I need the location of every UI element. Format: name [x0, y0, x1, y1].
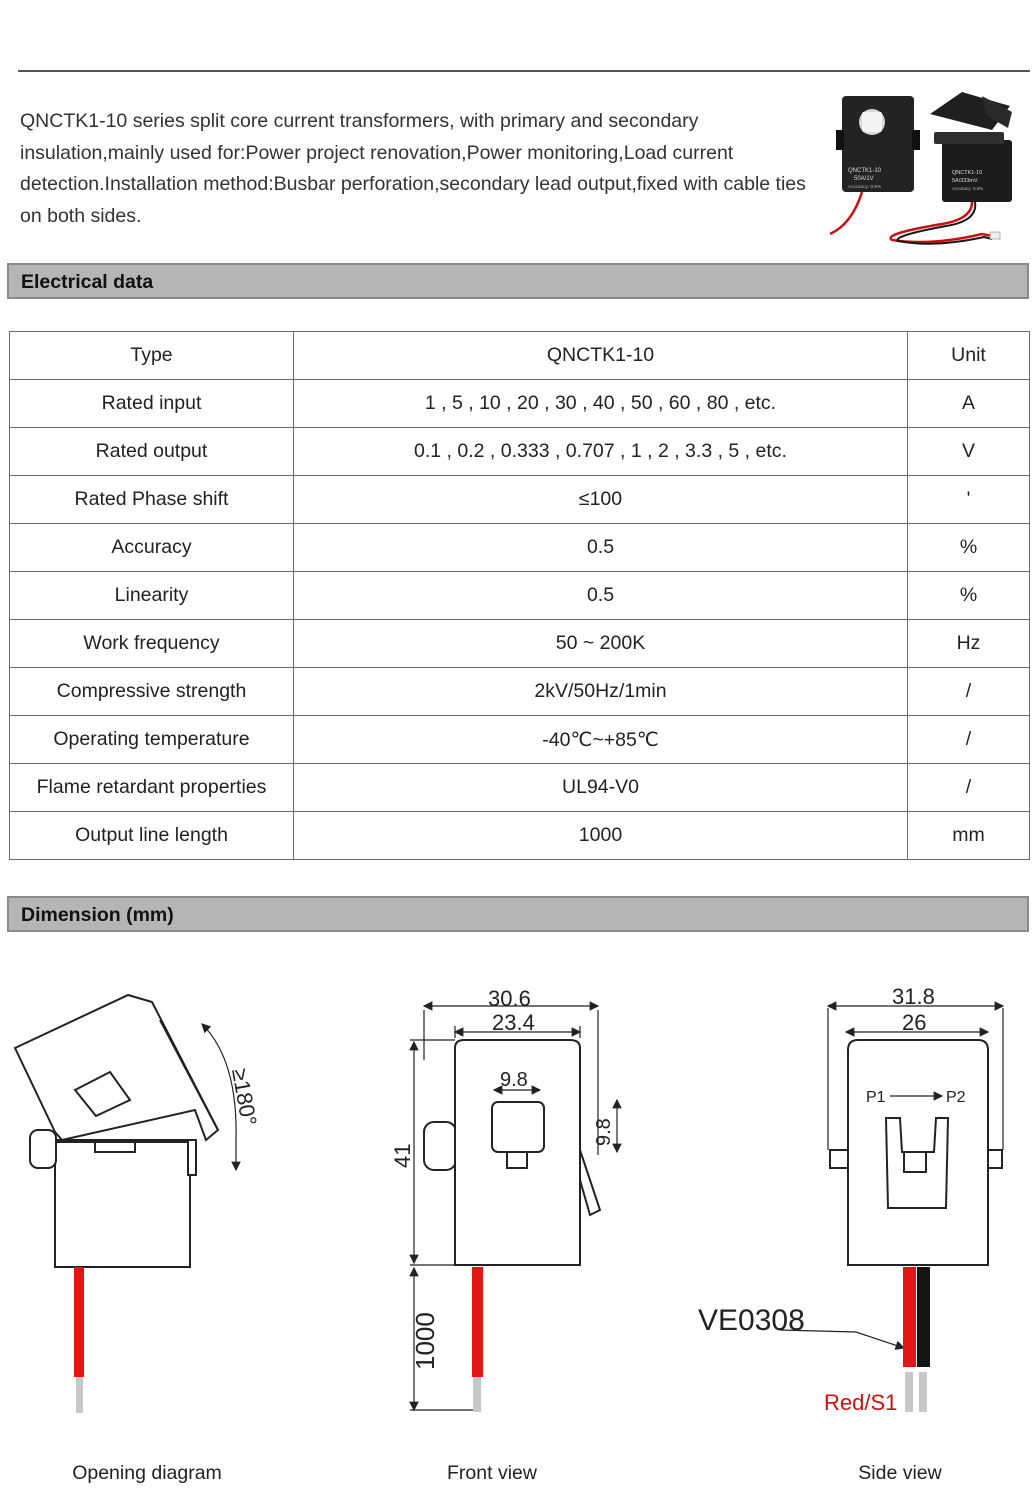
front-hole-height: 9.8 [593, 1118, 615, 1146]
section-header-electrical [7, 263, 1029, 299]
row-label: Compressive strength [10, 668, 294, 716]
row-unit: Hz [908, 620, 1030, 668]
row-value: 0.5 [294, 572, 908, 620]
row-unit: % [908, 572, 1030, 620]
table-row [10, 668, 1030, 716]
row-unit: mm [908, 812, 1030, 860]
header-cell-unit: Unit [908, 332, 1030, 380]
header-cell-model: QNCTK1-10 [294, 332, 908, 380]
front-label-3: Accuracy: 0.5% [848, 185, 882, 190]
opening-diagram [15, 995, 236, 1500]
row-label: Accuracy [10, 524, 294, 572]
front-view-diagram [410, 1006, 617, 1412]
row-label: Output line length [10, 812, 294, 860]
front-width-inner: 23.4 [492, 1010, 535, 1035]
table-row [10, 620, 1030, 668]
table-row [10, 476, 1030, 524]
section-header-dimension [7, 896, 1029, 932]
front-lead-length: 1000 [410, 1312, 440, 1370]
opening-angle-label: ≥180° [227, 1066, 262, 1128]
row-unit: V [908, 428, 1030, 476]
row-value: -40℃~+85℃ [294, 716, 908, 764]
top-rule [18, 70, 1030, 72]
table-row [10, 572, 1030, 620]
product-photo [822, 84, 1022, 254]
row-unit: ' [908, 476, 1030, 524]
electrical-data-table [9, 331, 1030, 860]
side-width-inner: 26 [902, 1010, 927, 1035]
row-value: 1 , 5 , 10 , 20 , 30 , 40 , 50 , 60 , 80 , etc. [294, 380, 908, 428]
product-unit-back [930, 92, 1012, 202]
table-row [10, 524, 1030, 572]
side-lead-label: VE0308 [698, 1304, 805, 1337]
caption-front-view: Front view [447, 1462, 537, 1484]
row-value: 50 ~ 200K [294, 620, 908, 668]
front-hole-width: 9.8 [500, 1069, 528, 1091]
side-width-outer: 31.8 [892, 984, 935, 1009]
row-value: 0.5 [294, 524, 908, 572]
row-unit: % [908, 524, 1030, 572]
back-label-2: 5A/333mV [952, 178, 978, 184]
row-value: 2kV/50Hz/1min [294, 668, 908, 716]
row-value: ≤100 [294, 476, 908, 524]
row-unit: A [908, 380, 1030, 428]
product-unit-front [836, 96, 920, 192]
row-label: Rated output [10, 428, 294, 476]
row-label: Rated Phase shift [10, 476, 294, 524]
side-p1-label: P1 [866, 1089, 886, 1106]
table-header-row [10, 332, 1030, 380]
row-unit: / [908, 668, 1030, 716]
back-label-1: QNCTK1-10 [952, 170, 983, 176]
front-height: 41 [390, 1143, 415, 1168]
row-unit: / [908, 716, 1030, 764]
table-row [10, 428, 1030, 476]
side-p2-label: P2 [946, 1089, 966, 1106]
row-label: Flame retardant properties [10, 764, 294, 812]
row-value: 1000 [294, 812, 908, 860]
row-label: Operating temperature [10, 716, 294, 764]
dimension-drawings [0, 940, 1036, 1500]
section-title-dimension: Dimension (mm) [21, 904, 174, 926]
front-width-outer: 30.6 [488, 986, 531, 1011]
caption-side-view: Side view [858, 1462, 942, 1484]
table-row [10, 812, 1030, 860]
table-row [10, 380, 1030, 428]
row-value: 0.1 , 0.2 , 0.333 , 0.707 , 1 , 2 , 3.3 , 5 , etc. [294, 428, 908, 476]
front-label-2: 50A/1V [854, 176, 874, 182]
row-label: Linearity [10, 572, 294, 620]
section-title-electrical: Electrical data [21, 271, 154, 293]
table-row [10, 764, 1030, 812]
row-unit: / [908, 764, 1030, 812]
row-label: Rated input [10, 380, 294, 428]
table-row [10, 716, 1030, 764]
back-label-3: Accuracy: 0.5% [952, 186, 984, 191]
side-wire-label: Red/S1 [824, 1390, 898, 1415]
side-view-diagram [780, 1006, 1003, 1412]
header-cell-type: Type [10, 332, 294, 380]
caption-opening-diagram: Opening diagram [72, 1462, 222, 1484]
intro-text: QNCTK1-10 series split core current transformers, with primary and secondary insulation,mainly used for:Power project renovation,Power monitoring,Load current detection.Installation method:Busbar perforation,secondary lead output,fixed with cable ties on both sides. [20, 110, 806, 227]
row-value: UL94-V0 [294, 764, 908, 812]
row-label: Work frequency [10, 620, 294, 668]
front-label-1: QNCTK1-10 [848, 168, 882, 174]
